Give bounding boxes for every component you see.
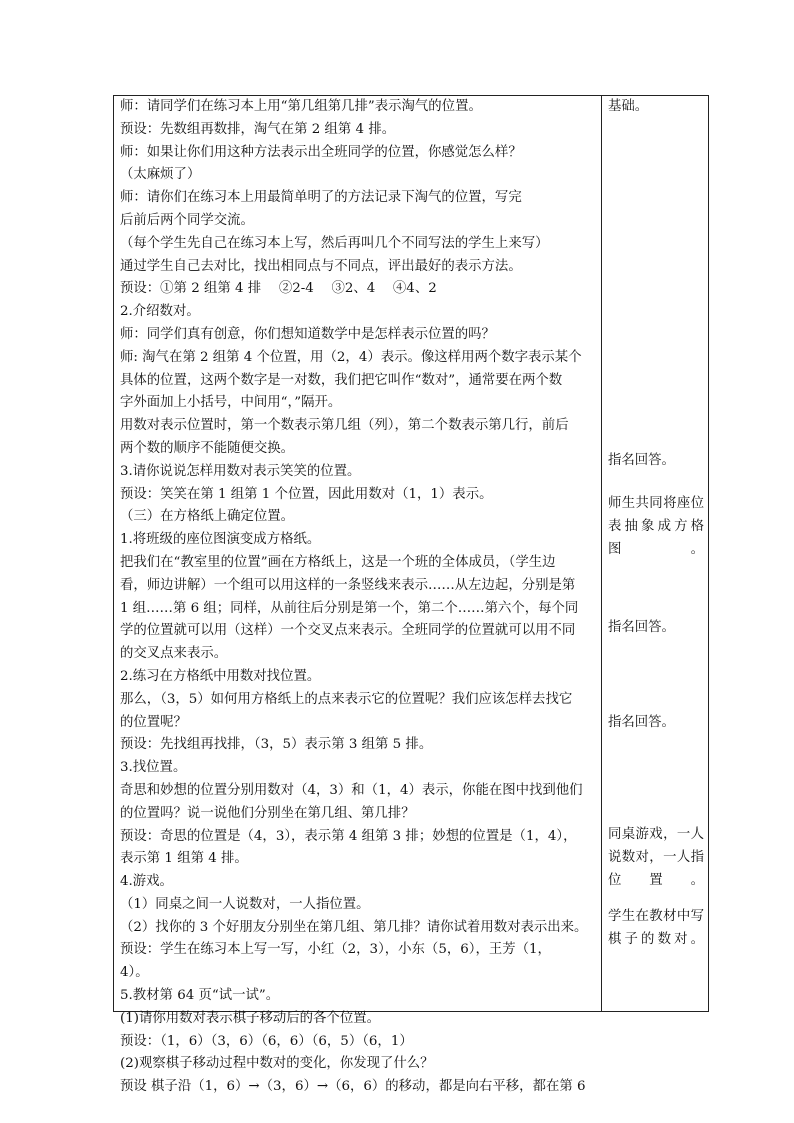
section-heading: 3.找位置。 (120, 760, 187, 776)
text-line: 师：同学们真有创意，你们想知道数学中是怎样表示位置的吗？ (120, 326, 495, 342)
teaching-process-column (114, 96, 601, 1099)
text-line: 的位置呢？ (120, 714, 187, 730)
text-line: 预设：笑笑在第 1 组第 1 个位置，因此用数对（1，1）表示。 (120, 486, 493, 502)
side-note: 基础。 (608, 99, 649, 114)
text-line: 表示第 1 组第 4 排。 (120, 851, 248, 867)
text-line: （每个学生先自己在练习本上写，然后再叫几个不同写法的学生上来写） (120, 235, 549, 251)
section-heading: （三）在方格纸上确定位置。 (120, 509, 295, 525)
section-heading: 3.请你说说怎样用数对表示笑笑的位置。 (120, 463, 361, 479)
text-line: 预设：学生在练习本上写一写，小红（2，3），小东（5，6），王芳（1， (120, 942, 551, 958)
side-note: 指名回答。 (608, 453, 675, 468)
text-line: 字外面加上小括号，中间用“，”隔开。 (120, 395, 342, 411)
side-note: 师生共同将座位表抽象成方格图。 (608, 496, 704, 557)
text-line: 师：如果让你们用这种方法表示出全班同学的位置，你感觉怎么样？ (120, 144, 522, 160)
text-line: 学的位置就可以用（这样）一个交叉点来表示。全班同学的位置就可以用不同 (120, 623, 576, 639)
side-note: 指名回答。 (608, 715, 675, 730)
section-heading: 2.练习在方格纸中用数对找位置。 (120, 668, 321, 684)
text-line: 的位置吗？说一说他们分别坐在第几组、第几排？ (120, 805, 415, 821)
text-line: (1)请你用数对表示棋子移动后的各个位置。 (120, 1010, 380, 1026)
text-line: 预设：（1，6）（3，6）（6，6）（6，5）（6，1） (120, 1033, 413, 1049)
text-line: (2)观察棋子移动过程中数对的变化，你发现了什么？ (120, 1056, 434, 1072)
text-line: （2）找你的 3 个好朋友分别坐在第几组、第几排？请你试着用数对表示出来。 (120, 919, 588, 935)
text-line: 预设：先数组再数排，淘气在第 2 组第 4 排。 (120, 121, 396, 137)
text-line: 师：请同学们在练习本上用“第几组第几排”表示淘气的位置。 (120, 99, 482, 114)
text-line: 两个数的顺序不能随便交换。 (120, 440, 295, 456)
text-line: 1 组……第 6 组；同样，从前往后分别是第一个，第二个……第六个，每个同 (120, 600, 579, 616)
side-note: 学生在教材中写棋子的数对。 (608, 909, 704, 947)
text-line: 预设：①第 2 组第 4 排 ②2-4 ③2、4 ④4、2 (120, 281, 437, 297)
text-line: 后前后两个同学交流。 (120, 212, 254, 228)
side-note: 同桌游戏，一人说数对，一人指位置。 (608, 827, 704, 888)
section-heading: 4.游戏。 (120, 874, 173, 890)
text-line: 奇思和妙想的位置分别用数对（4，3）和（1，4）表示，你能在图中找到他们 (120, 782, 583, 798)
text-line: 那么，（3，5）如何用方格纸上的点来表示它的位置呢？我们应该怎样去找它 (120, 691, 573, 707)
text-line: 把我们在“教室里的位置”画在方格纸上，这是一个班的全体成员，（学生边 (120, 554, 556, 570)
text-line: 通过学生自己去对比，找出相同点与不同点，评出最好的表示方法。 (120, 258, 522, 274)
section-heading: 2.介绍数对。 (120, 304, 200, 320)
side-note: 指名回答。 (608, 620, 675, 635)
text-line: （太麻烦了） (120, 167, 201, 183)
text-line: 用数对表示位置时，第一个数表示第几组（列），第二个数表示第几行，前后 (120, 418, 569, 434)
section-heading: 1.将班级的座位图演变成方格纸。 (120, 532, 321, 548)
text-line: 看，师边讲解）一个组可以用这样的一条竖线来表示……从左边起，分别是第 (120, 577, 576, 593)
text-line: 4）。 (120, 965, 149, 981)
text-line: 预设 棋子沿（1，6）→（3，6）→（6，6）的移动，都是向右平移，都在第 6 (120, 1079, 586, 1095)
text-line: 师：请你们在练习本上用最简单明了的方法记录下淘气的位置，写完 (120, 190, 522, 206)
text-line: 具体的位置，这两个数字是一对数，我们把它叫作“数对”，通常要在两个数 (120, 372, 563, 388)
section-heading: 5.教材第 64 页“试一试”。 (120, 988, 280, 1004)
text-line: 预设：先找组再找排，（3，5）表示第 3 组第 5 排。 (120, 737, 433, 753)
text-line: 预设：奇思的位置是（4，3），表示第 4 组第 3 排；妙想的位置是（1，4）， (120, 828, 577, 844)
text-line: 的交叉点来表示。 (120, 646, 228, 662)
text-line: 师: 淘气在第 2 组第 4 个位置，用（2，4）表示。像这样用两个数字表示某个 (120, 349, 582, 365)
lesson-plan-table (113, 95, 709, 1095)
column-divider (601, 96, 602, 1011)
text-line: （1）同桌之间一人说数对，一人指位置。 (120, 896, 370, 912)
